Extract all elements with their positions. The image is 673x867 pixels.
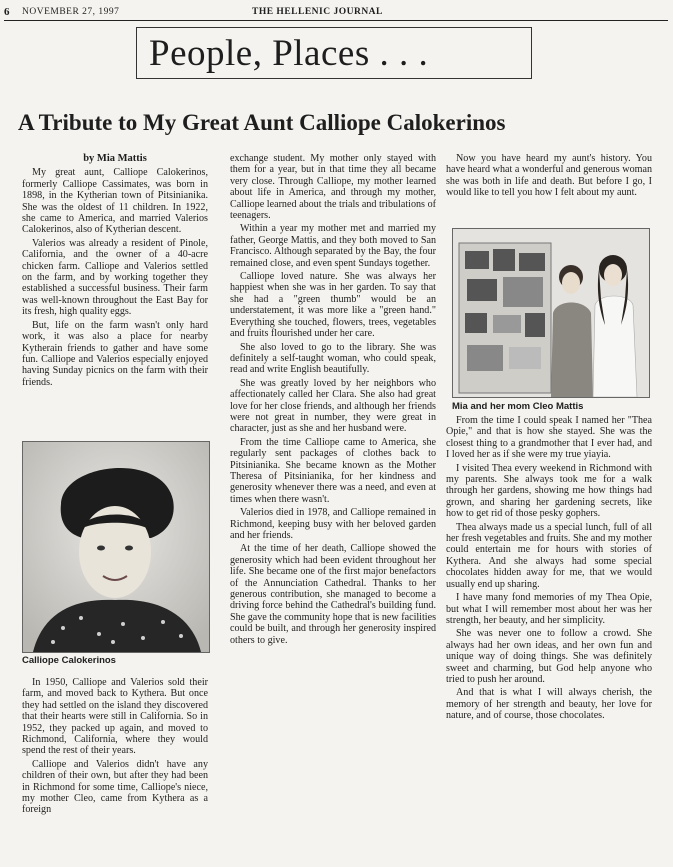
photo-caption: Calliope Calokerinos [22,655,116,666]
paragraph: My great aunt, Calliope Calokerinos, formerly Calliope Cassimates, was born in 1898, in the Kytherian town of Pitsinianika. She was the oldest of 11 children. In 1922, she came to America, and married Valerios Calokerinos, also of Kytherian descent. [22,167,208,236]
section-banner [136,27,532,79]
page-number: 6 [4,6,10,18]
paragraph: I have many fond memories of my Thea Opie, but what I will remember most about her was her strength, her beauty, and her simplicity. [446,592,652,626]
paragraph: At the time of her death, Calliope showed the generosity which had been evident throughout her life. She became one of the first major benefactors of the Annunciation Cathedral. Thanks to her generous contribution, she managed to become a driving force behind the Cathedral's building fund. She gave the community hope that is new facilities could be built, and through her generosity inspired others to give. [230,543,436,646]
header-rule [4,20,668,21]
paragraph: Valerios was already a resident of Pinole, California, and the owner of a 40-acre chicken farm. Calliope and Valerios settled on the farm, and by working together they established a successful business. Their farm was well-known throughout the East Bay for its fresh, high quality eggs. [22,237,208,318]
calliope-portrait-photo [22,441,210,653]
paragraph: Now you have heard my aunt's history. You have heard what a wonderful and generous woman she was both in life and death. But before I go, I would like to tell you how I felt about my aunt. [446,153,652,199]
byline: by Mia Mattis [83,153,147,164]
page-header [4,6,664,20]
article-headline: A Tribute to My Great Aunt Calliope Calokerinos [18,110,506,135]
paragraph: From the time I could speak I named her "Thea Opie," and that is how she stayed. She was the closest thing to a grandmother that I ever had, and I loved her as if she were my true yiayia. [446,415,652,461]
paragraph: In 1950, Calliope and Valerios sold their farm, and moved back to Kythera. But once they had settled on the island they discovered that their hearts were still in California. So in 1952, they packed up again, and moved to Richmond, California, where they would spend the rest of their years. [22,677,208,757]
column-1-bottom [22,677,208,818]
paragraph: She was never one to follow a crowd. She always had her own ideas, and her own fun and unique way of doing things. She was definitely sweet and charming, but God help anyone who tried to push her around. [446,628,652,685]
column-3-bottom [446,415,652,724]
paragraph: Calliope loved nature. She was always her happiest when she was in her garden. To say that she had a "green thumb" would be an understatement, it was more like a "green hand." Everything she touched, flowers, trees, vegetables and fruits flourished under her care. [230,271,436,340]
paragraph: From the time Calliope came to America, she regularly sent packages of clothes back to Pitsinianika. She became known as the Mother Theresa of Pitsinianika, for her kindness and generosity whenever there was a need, and even at times when there wasn't. [230,436,436,505]
column-1-top [22,153,208,390]
paragraph: And that is what I will always cherish, the memory of her strength and beauty, her love for nature, and of course, those chocolates. [446,687,652,722]
issue-date: NOVEMBER 27, 1997 [22,7,120,17]
mia-and-mother-photo [452,228,650,398]
paragraph: exchange student. My mother only stayed with them for a year, but in that time they all became very close. Through Calliope, my mother learned about life in America, and through my mother, Calliope learned about the trials and tribulations of teenagers. [230,153,436,222]
paragraph: She was greatly loved by her neighbors who affectionately called her Clara. She also had great love for her close friends, and although her friends were not great in number, they were great in character, just as she and her husband were. [230,377,436,435]
paragraph: Within a year my mother met and married my father, George Mattis, and they both moved to San Francisco. Although separated by the Bay, the four remained close, and even spent Sundays together. [230,223,436,269]
column-2 [230,153,436,648]
paragraph: I visited Thea every weekend in Richmond with my parents. She always took me for a walk through her gardens, showing me how things had grown, and sharing her gardening secrets, like how to get rid of those pesky gophers. [446,462,652,520]
photo-caption: Mia and her mom Cleo Mattis [452,401,584,412]
paragraph: She also loved to go to the library. She was definitely a self-taught woman, who could speak, read and write English beautifully. [230,341,436,376]
section-title: People, Places . . . [149,33,429,74]
paragraph: Thea always made us a special lunch, full of all her fresh vegetables and fruits. She and my mother could entertain me for hours with stories of Kythera. And she always had some special chocolates hidden away for me, that we would usually end up sharing. [446,521,652,590]
paragraph: But, life on the farm wasn't only hard work, it was also a place for nearby Kytherain friends to gather and have some fun. Calliope and Valerios especially enjoyed having Sunday picnics on the farm with their friends. [22,319,208,388]
paragraph: Valerios died in 1978, and Calliope remained in Richmond, keeping busy with her beloved garden and her friends. [230,507,436,541]
column-3-top [446,153,652,201]
newspaper-name: THE HELLENIC JOURNAL [252,7,383,17]
paragraph: Calliope and Valerios didn't have any children of their own, but after they had been in Richmond for some time, Calliope's niece, my mother Cleo, came from Kythera as a foreign [22,758,208,816]
